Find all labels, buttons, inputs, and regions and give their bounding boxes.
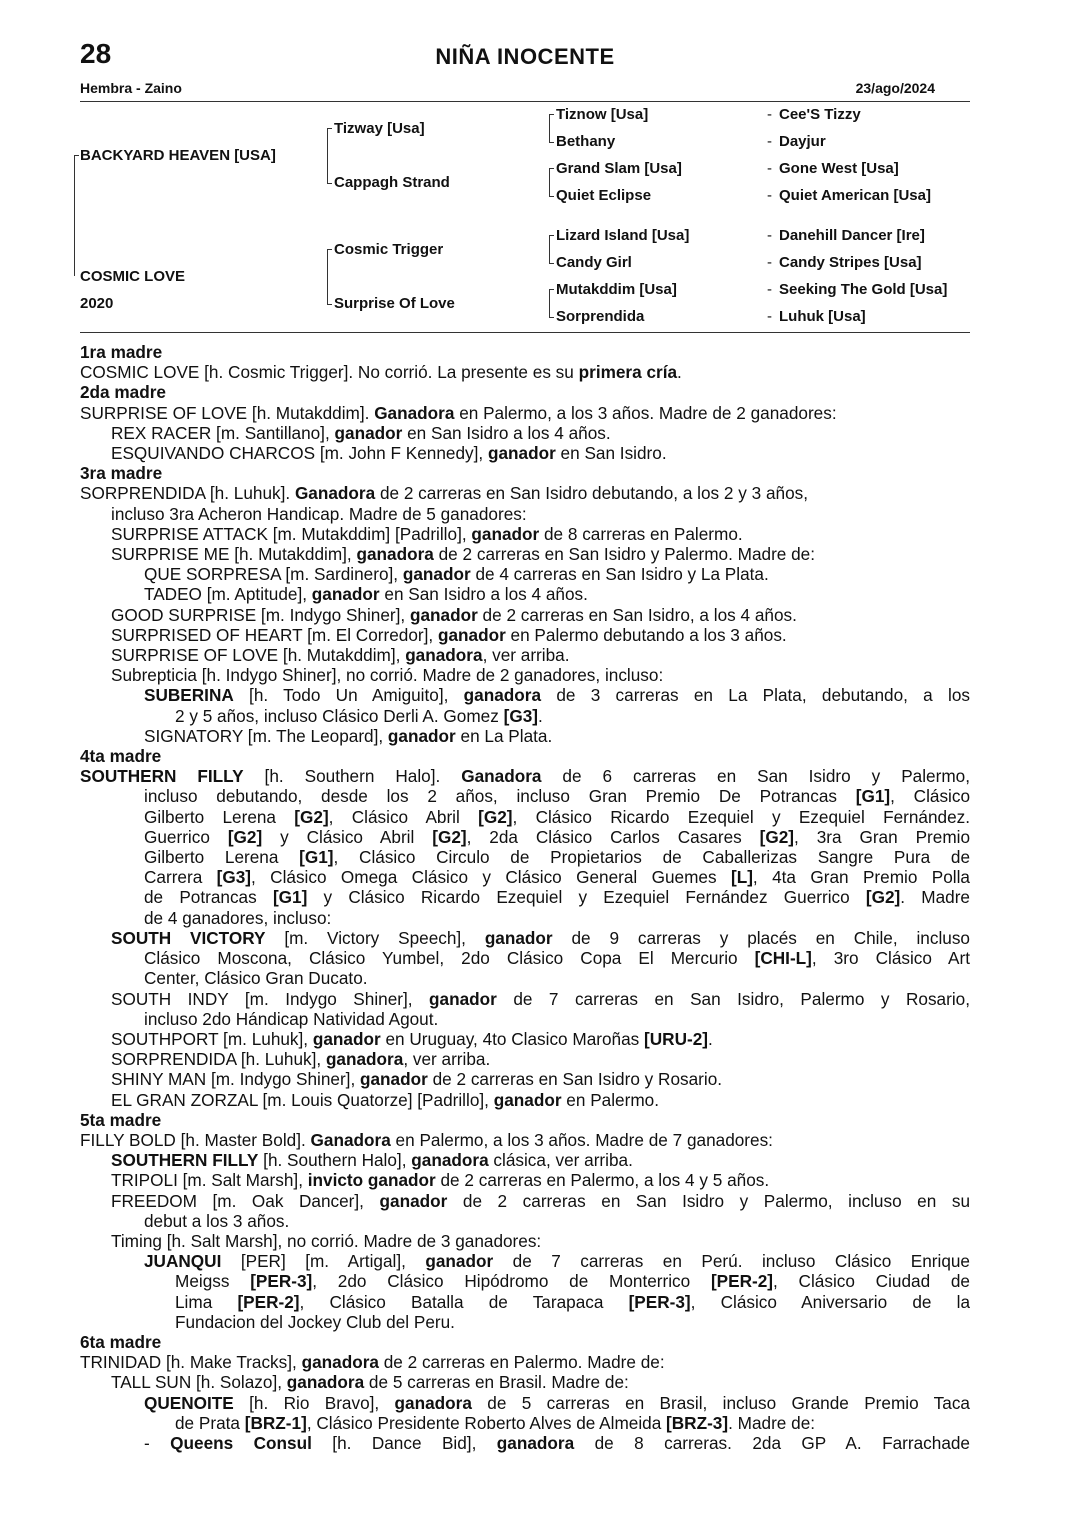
bold-segment: ganadora bbox=[463, 685, 542, 706]
text-segment: TADEO [m. Aptitude], bbox=[144, 584, 312, 605]
catalog-date: 23/ago/2024 bbox=[855, 80, 935, 96]
bold-segment: ganadora bbox=[496, 1432, 575, 1453]
text-segment: de 7 carreras en Perú. incluso Clásico Enrique bbox=[493, 1251, 970, 1272]
bold-segment: SUBERINA bbox=[144, 685, 234, 706]
text-segment: SURPRISE OF LOVE [h. Mutakddim], bbox=[111, 645, 406, 666]
text-line bbox=[80, 665, 970, 685]
text-line bbox=[80, 605, 970, 625]
text-segment: , Clásico Batalla de Tarapaca bbox=[299, 1291, 629, 1312]
text-segment: EL GRAN ZORZAL [m. Louis Quatorze] [Padrillo], bbox=[111, 1089, 494, 1110]
gen4-dash: - bbox=[767, 187, 772, 204]
bold-segment: [G2] bbox=[227, 826, 263, 847]
bold-segment: QUENOITE bbox=[144, 1392, 234, 1413]
text-segment: debut a los 3 años. bbox=[144, 1210, 290, 1231]
text-line bbox=[80, 625, 970, 645]
text-segment: , 2da Clásico Carlos Casares bbox=[466, 826, 760, 847]
text-line bbox=[80, 887, 970, 907]
text-line bbox=[80, 1231, 970, 1251]
text-segment: Timing [h. Salt Marsh], no corrió. Madre de 3 ganadores: bbox=[111, 1230, 542, 1251]
text-segment: COSMIC LOVE [h. Cosmic Trigger]. No corrió. La presente es su bbox=[80, 362, 579, 383]
text-segment: de 4 carreras en San Isidro y La Plata. bbox=[470, 564, 769, 585]
text-segment: - bbox=[144, 1432, 171, 1453]
section-heading bbox=[80, 1332, 970, 1352]
gen2-bracket-sire bbox=[327, 128, 332, 184]
text-segment: Meigss bbox=[175, 1271, 251, 1292]
bold-segment: ganador bbox=[334, 422, 403, 443]
text-line bbox=[80, 847, 970, 867]
gen4-dash: - bbox=[767, 254, 772, 271]
gen3-7: Mutakddim [Usa] bbox=[556, 281, 677, 298]
section-heading bbox=[80, 382, 970, 402]
text-line bbox=[80, 1413, 970, 1433]
text-segment: incluso 3ra Acheron Handicap. Madre de 5 ganadores: bbox=[111, 503, 527, 524]
gen3-6: Candy Girl bbox=[556, 254, 632, 271]
gen4-4: Quiet American [Usa] bbox=[779, 187, 931, 204]
bold-segment: ganadora bbox=[411, 1150, 489, 1171]
gen4-5: Danehill Dancer [Ire] bbox=[779, 227, 925, 244]
text-segment: de Prata bbox=[175, 1412, 245, 1433]
bold-segment: [BRZ-1] bbox=[244, 1412, 307, 1433]
text-line bbox=[80, 1049, 970, 1069]
bold-segment: 5ta madre bbox=[80, 1109, 162, 1130]
text-segment: Clásico Moscona, Clásico Yumbel, 2do Clásico Copa El Mercurio bbox=[144, 948, 755, 969]
text-line bbox=[80, 766, 970, 786]
text-segment: de 6 carreras en San Isidro y Palermo, bbox=[541, 766, 970, 787]
text-line bbox=[80, 1292, 970, 1312]
text-line bbox=[80, 928, 970, 948]
text-segment: y Clásico Ricardo Ezequiel y Ezequiel Fernández Guerrico bbox=[307, 887, 866, 908]
bold-segment: [PER-3] bbox=[250, 1271, 313, 1292]
text-line bbox=[80, 827, 970, 847]
text-segment: Lima bbox=[175, 1291, 238, 1312]
text-segment: SOUTH INDY [m. Indygo Shiner], bbox=[111, 988, 430, 1009]
text-line bbox=[80, 645, 970, 665]
text-line bbox=[80, 1069, 970, 1089]
gen3-3: Grand Slam [Usa] bbox=[556, 160, 682, 177]
gen2-dam-sire: Cosmic Trigger bbox=[334, 241, 444, 258]
text-segment: en Palermo, a los 3 años. Madre de 7 ganadores: bbox=[390, 1129, 773, 1150]
text-line bbox=[80, 504, 970, 524]
text-segment: , Clásico Presidente Roberto Alves de Almeida bbox=[306, 1412, 667, 1433]
text-segment: de 2 carreras en San Isidro debutando, a los 2 y 3 años, bbox=[375, 483, 808, 504]
gen1-bracket bbox=[74, 155, 79, 276]
text-line bbox=[80, 524, 970, 544]
text-segment: ESQUIVANDO CHARCOS [m. John F Kennedy], bbox=[111, 443, 488, 464]
text-segment: de 2 carreras en San Isidro y Palermo, incluso en su bbox=[447, 1190, 970, 1211]
bold-segment: [G2] bbox=[294, 806, 329, 827]
text-segment: , Clásico bbox=[890, 786, 970, 807]
text-segment: de 2 carreras en Palermo, a los 4 y 5 años. bbox=[435, 1170, 770, 1191]
text-line bbox=[80, 1271, 970, 1291]
bold-segment: ganador bbox=[312, 1028, 381, 1049]
text-segment: de 2 carreras en San Isidro y Palermo. Madre de: bbox=[433, 544, 816, 565]
text-segment: en Palermo. bbox=[561, 1089, 659, 1110]
text-segment: [h. Rio Bravo], bbox=[233, 1392, 395, 1413]
bold-segment: ganadora bbox=[325, 1049, 404, 1070]
text-segment: . Madre bbox=[900, 887, 970, 908]
bold-segment: ganador bbox=[493, 1089, 562, 1110]
text-segment: , Clásico Abril bbox=[328, 806, 479, 827]
gen4-dash: - bbox=[767, 133, 772, 150]
text-line bbox=[80, 362, 970, 382]
text-segment: en Uruguay, 4to Clasico Maroñas bbox=[380, 1028, 645, 1049]
text-segment: FREEDOM [m. Oak Dancer], bbox=[111, 1190, 380, 1211]
bold-segment: Ganadora bbox=[310, 1129, 391, 1150]
bold-segment: 2da madre bbox=[80, 382, 166, 403]
text-segment: , Clásico Omega Clásico y Clásico General Guemes bbox=[251, 867, 731, 888]
bold-segment: 1ra madre bbox=[80, 342, 163, 362]
text-line bbox=[80, 1372, 970, 1392]
text-segment: incluso 2do Hándicap Natividad Agout. bbox=[144, 1008, 439, 1029]
bold-segment: ganadora bbox=[301, 1352, 379, 1373]
bold-segment: Ganadora bbox=[294, 483, 376, 504]
text-segment: Gilberto Lerena bbox=[144, 847, 300, 868]
bold-segment: Ganadora bbox=[374, 402, 455, 423]
gen4-8: Luhuk [Usa] bbox=[779, 308, 866, 325]
text-segment: [h. Southern Halo], bbox=[258, 1150, 412, 1171]
text-segment: de 8 carreras en Palermo. bbox=[539, 523, 743, 544]
gen3-bracket-3 bbox=[549, 235, 554, 264]
text-line bbox=[80, 1191, 970, 1211]
bold-segment: [PER-2] bbox=[710, 1271, 774, 1292]
text-segment: [h. Dance Bid], bbox=[311, 1432, 497, 1453]
bold-segment: ganador bbox=[379, 1190, 448, 1211]
bold-segment: [CHI-L] bbox=[754, 948, 812, 969]
gen3-1: Tiznow [Usa] bbox=[556, 106, 649, 123]
bold-segment: [G1] bbox=[299, 847, 334, 868]
bold-segment: [G1] bbox=[272, 887, 308, 908]
text-segment: de 7 carreras en San Isidro, Palermo y Rosario, bbox=[496, 988, 970, 1009]
text-segment: SORPRENDIDA [h. Luhuk]. bbox=[80, 483, 295, 504]
text-line bbox=[80, 1312, 970, 1332]
gen2-sire-sire: Tizway [Usa] bbox=[334, 120, 425, 137]
text-segment: SHINY MAN [m. Indygo Shiner], bbox=[111, 1069, 360, 1090]
bold-segment: [PER-3] bbox=[628, 1291, 691, 1312]
text-segment: de 2 carreras en Palermo. Madre de: bbox=[378, 1352, 665, 1373]
gen4-7: Seeking The Gold [Usa] bbox=[779, 281, 948, 298]
text-segment: SIGNATORY [m. The Leopard], bbox=[144, 725, 388, 746]
text-segment: en San Isidro. bbox=[555, 443, 667, 464]
gen4-dash: - bbox=[767, 227, 772, 244]
text-segment: , 3ro Clásico Art bbox=[811, 948, 970, 969]
text-line bbox=[80, 584, 970, 604]
text-segment: SURPRISE OF LOVE [h. Mutakddim]. bbox=[80, 402, 375, 423]
text-segment: Subrepticia [h. Indygo Shiner], no corrió. Madre de 2 ganadores, incluso: bbox=[111, 665, 664, 686]
bold-segment: 3ra madre bbox=[80, 463, 163, 484]
bold-segment: SOUTH VICTORY bbox=[111, 927, 266, 948]
top-rule bbox=[80, 101, 970, 102]
text-segment: , 4ta Gran Premio Polla bbox=[752, 867, 970, 888]
text-line bbox=[80, 786, 970, 806]
bold-segment: primera cría bbox=[578, 362, 678, 383]
text-segment: TRIPOLI [m. Salt Marsh], bbox=[111, 1170, 308, 1191]
text-segment: incluso debutando, desde los 2 años, incluso Gran Premio De Potrancas bbox=[144, 786, 856, 807]
text-line bbox=[80, 1393, 970, 1413]
text-segment: SOUTHPORT [m. Luhuk], bbox=[111, 1028, 313, 1049]
text-line bbox=[80, 1352, 970, 1372]
bold-segment: ganadora bbox=[405, 645, 483, 666]
gen3-bracket-1 bbox=[549, 114, 554, 143]
bold-segment: 4ta madre bbox=[80, 746, 162, 767]
gen4-dash: - bbox=[767, 106, 772, 123]
gen4-3: Gone West [Usa] bbox=[779, 160, 899, 177]
bold-segment: [URU-2] bbox=[644, 1028, 708, 1049]
text-line bbox=[80, 1251, 970, 1271]
bold-segment: Ganadora bbox=[461, 766, 542, 787]
bold-segment: ganador bbox=[425, 1251, 494, 1272]
bold-segment: invicto ganador bbox=[307, 1170, 436, 1191]
bold-segment: Queens Consul bbox=[170, 1432, 312, 1453]
text-segment: de Potrancas bbox=[144, 887, 273, 908]
text-segment: QUE SORPRESA [m. Sardinero], bbox=[144, 564, 403, 585]
text-line bbox=[80, 1170, 970, 1190]
text-segment: clásica, ver arriba. bbox=[488, 1150, 633, 1171]
bold-segment: JUANQUI bbox=[144, 1251, 222, 1272]
text-segment: en La Plata. bbox=[455, 725, 553, 746]
bold-segment: ganador bbox=[484, 927, 553, 948]
bold-segment: SOUTHERN FILLY bbox=[80, 766, 244, 787]
gen4-dash: - bbox=[767, 160, 772, 177]
gen4-dash: - bbox=[767, 281, 772, 298]
text-segment: de 5 carreras en Brasil, incluso Grande Premio Taca bbox=[471, 1392, 970, 1413]
text-segment: Guerrico bbox=[144, 826, 228, 847]
bold-segment: [G1] bbox=[855, 786, 891, 807]
text-segment: SURPRISE ATTACK [m. Mutakddim] [Padrillo], bbox=[111, 523, 472, 544]
text-segment: en Palermo, a los 3 años. Madre de 2 ganadores: bbox=[454, 402, 837, 423]
text-segment: en San Isidro a los 4 años. bbox=[402, 422, 611, 443]
bold-segment: ganador bbox=[429, 988, 497, 1009]
sex-coat: Hembra - Zaino bbox=[80, 80, 182, 96]
section-heading bbox=[80, 342, 970, 362]
text-line bbox=[80, 423, 970, 443]
text-segment: . bbox=[708, 1028, 713, 1049]
text-segment: , Clásico Ciudad de bbox=[773, 1271, 970, 1292]
family-text bbox=[80, 342, 970, 1453]
text-line bbox=[80, 564, 970, 584]
text-segment: Carrera bbox=[144, 867, 217, 888]
text-segment: [h. Southern Halo]. bbox=[243, 766, 462, 787]
text-segment: de 8 carreras. 2da GP A. Farrachade bbox=[574, 1432, 970, 1453]
text-segment: GOOD SURPRISE [m. Indygo Shiner], bbox=[111, 604, 410, 625]
text-line bbox=[80, 1433, 970, 1453]
text-segment: SURPRISED OF HEART [m. El Corredor], bbox=[111, 624, 438, 645]
text-segment: SORPRENDIDA [h. Luhuk], bbox=[111, 1049, 326, 1070]
bold-segment: [PER-2] bbox=[237, 1291, 300, 1312]
bold-segment: [G2] bbox=[759, 826, 795, 847]
text-segment: de 3 carreras en La Plata, debutando, a los bbox=[541, 685, 970, 706]
text-segment: [m. Victory Speech], bbox=[265, 927, 485, 948]
bold-segment: SOUTHERN FILLY bbox=[111, 1150, 259, 1171]
section-heading bbox=[80, 463, 970, 483]
bold-segment: [BRZ-3] bbox=[666, 1412, 729, 1433]
text-segment: , Clásico Ricardo Ezequiel y Ezequiel Fernández. bbox=[512, 806, 970, 827]
section-heading bbox=[80, 746, 970, 766]
text-segment: TRINIDAD [h. Make Tracks], bbox=[80, 1352, 302, 1373]
gen3-2: Bethany bbox=[556, 133, 616, 150]
text-segment: en Palermo debutando a los 3 años. bbox=[505, 624, 787, 645]
gen2-bracket-dam bbox=[327, 249, 332, 305]
text-line bbox=[80, 483, 970, 503]
text-segment: de 4 ganadores, incluso: bbox=[144, 907, 332, 928]
text-segment: , 3ra Gran Premio bbox=[794, 826, 970, 847]
gen3-8: Sorprendida bbox=[556, 308, 645, 325]
text-line bbox=[80, 908, 970, 928]
gen4-dash: - bbox=[767, 308, 772, 325]
bold-segment: [G2] bbox=[432, 826, 467, 847]
text-line bbox=[80, 948, 970, 968]
sire: BACKYARD HEAVEN [USA] bbox=[80, 147, 276, 164]
section-heading bbox=[80, 1110, 970, 1130]
text-segment: Gilberto Lerena bbox=[144, 806, 295, 827]
text-line bbox=[80, 807, 970, 827]
gen3-bracket-2 bbox=[549, 168, 554, 197]
text-line bbox=[80, 403, 970, 423]
gen2-dam-dam: Surprise Of Love bbox=[334, 295, 455, 312]
text-line bbox=[80, 726, 970, 746]
bold-segment: [G2] bbox=[478, 806, 513, 827]
bold-segment: ganador bbox=[387, 725, 456, 746]
gen4-6: Candy Stripes [Usa] bbox=[779, 254, 922, 271]
text-segment: Fundacion del Jockey Club del Peru. bbox=[175, 1311, 455, 1332]
text-segment: . bbox=[677, 362, 682, 383]
bold-segment: ganadora bbox=[286, 1372, 365, 1393]
text-line bbox=[80, 544, 970, 564]
text-line bbox=[80, 1009, 970, 1029]
text-line bbox=[80, 706, 970, 726]
bold-segment: ganador bbox=[402, 564, 471, 585]
text-segment: en San Isidro a los 4 años. bbox=[379, 584, 588, 605]
bold-segment: ganadora bbox=[356, 544, 434, 565]
text-segment: de 2 carreras en San Isidro y Rosario. bbox=[427, 1069, 723, 1090]
text-segment: FILLY BOLD [h. Master Bold]. bbox=[80, 1129, 311, 1150]
bold-segment: ganadora bbox=[394, 1392, 472, 1413]
text-line bbox=[80, 1029, 970, 1049]
text-segment: de 5 carreras en Brasil. Madre de: bbox=[364, 1372, 629, 1393]
text-line bbox=[80, 1090, 970, 1110]
text-segment: [PER] [m. Artigal], bbox=[221, 1251, 426, 1272]
text-line bbox=[80, 1150, 970, 1170]
text-segment: , Clásico Circulo de Propietarios de Caballerizas Sangre Pura de bbox=[333, 847, 970, 868]
bold-segment: ganador bbox=[360, 1069, 428, 1090]
text-line bbox=[80, 989, 970, 1009]
text-segment: Center, Clásico Gran Ducato. bbox=[144, 968, 368, 989]
text-line bbox=[80, 968, 970, 988]
lot-number: 28 bbox=[80, 38, 112, 69]
bold-segment: ganador bbox=[409, 604, 478, 625]
text-line bbox=[80, 685, 970, 705]
gen4-2: Dayjur bbox=[779, 133, 826, 150]
text-line bbox=[80, 1211, 970, 1231]
bold-segment: ganador bbox=[437, 624, 506, 645]
text-segment: [h. Todo Un Amiguito], bbox=[233, 685, 464, 706]
text-line bbox=[80, 867, 970, 887]
text-segment: . bbox=[538, 705, 543, 726]
text-segment: y Clásico Abril bbox=[262, 826, 433, 847]
gen3-4: Quiet Eclipse bbox=[556, 187, 652, 204]
text-segment: REX RACER [m. Santillano], bbox=[111, 422, 335, 443]
bold-segment: ganador bbox=[311, 584, 380, 605]
text-segment: , ver arriba. bbox=[403, 1049, 491, 1070]
bold-segment: [G2] bbox=[865, 887, 901, 908]
gen3-bracket-4 bbox=[549, 289, 554, 318]
text-segment: , 2do Clásico Hipódromo de Monterrico bbox=[312, 1271, 711, 1292]
bold-segment: ganador bbox=[471, 523, 540, 544]
horse-name: NIÑA INOCENTE bbox=[435, 44, 615, 69]
text-line bbox=[80, 1130, 970, 1150]
birth-year: 2020 bbox=[80, 295, 114, 312]
text-segment: , Clásico Aniversario de la bbox=[690, 1291, 970, 1312]
text-segment: 2 y 5 años, incluso Clásico Derli A. Gomez bbox=[175, 705, 504, 726]
dam: COSMIC LOVE bbox=[80, 268, 186, 285]
gen3-5: Lizard Island [Usa] bbox=[556, 227, 690, 244]
gen2-sire-dam: Cappagh Strand bbox=[334, 174, 450, 191]
bold-segment: [G3] bbox=[503, 705, 538, 726]
bold-segment: [G3] bbox=[216, 867, 252, 888]
gen4-1: Cee'S Tizzy bbox=[779, 106, 861, 123]
bold-segment: [L] bbox=[730, 867, 753, 888]
text-segment: de 2 carreras en San Isidro, a los 4 años. bbox=[477, 604, 797, 625]
text-line bbox=[80, 443, 970, 463]
bold-segment: 6ta madre bbox=[80, 1331, 162, 1352]
text-segment: . Madre de: bbox=[728, 1412, 816, 1433]
bold-segment: ganador bbox=[487, 443, 556, 464]
text-segment: de 9 carreras y placés en Chile, incluso bbox=[552, 927, 970, 948]
text-segment: SURPRISE ME [h. Mutakddim], bbox=[111, 544, 357, 565]
text-segment: , ver arriba. bbox=[482, 645, 570, 666]
text-segment: TALL SUN [h. Solazo], bbox=[111, 1372, 287, 1393]
pedigree-bottom-rule bbox=[80, 332, 970, 333]
